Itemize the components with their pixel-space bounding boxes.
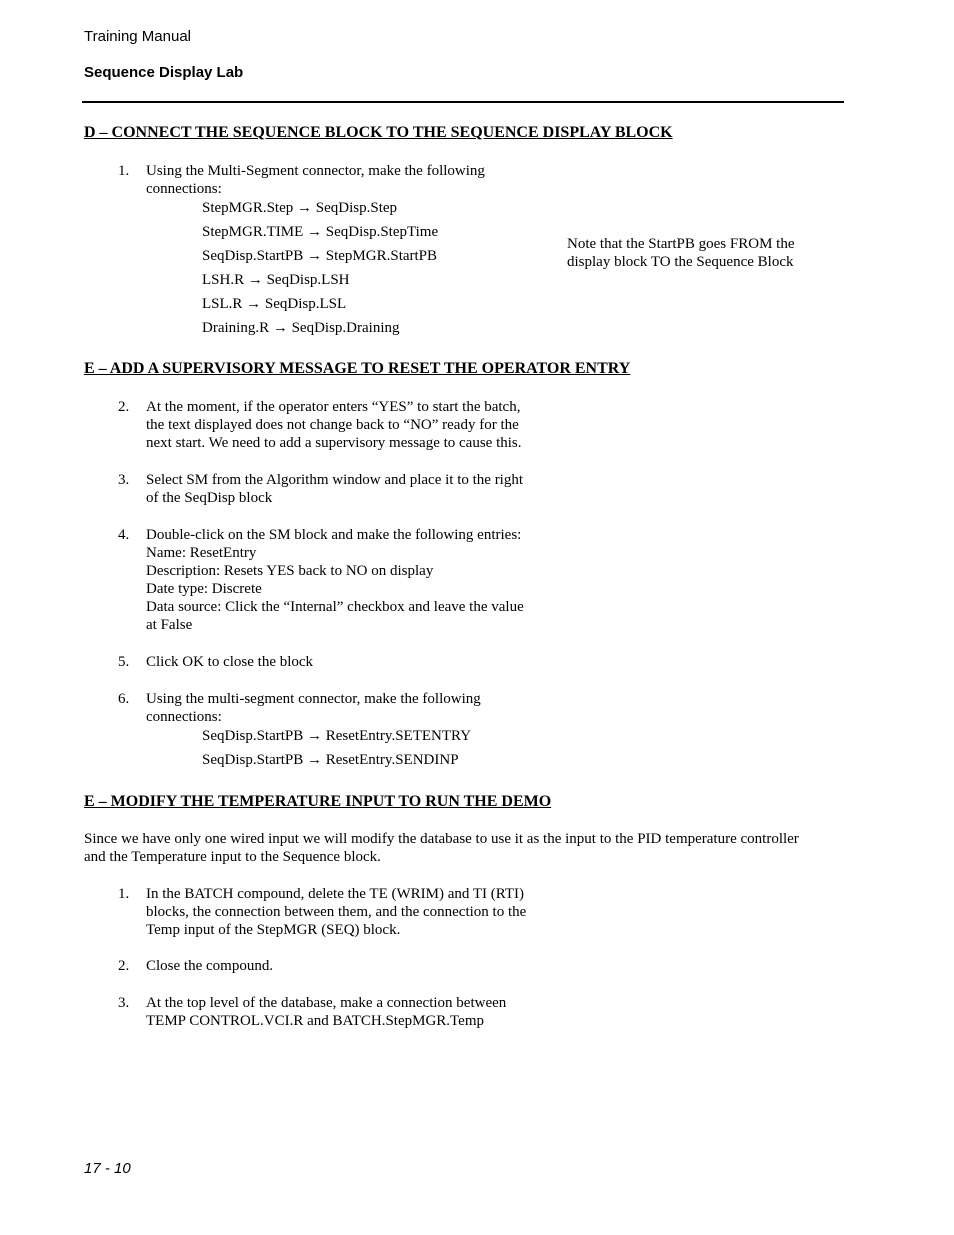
- step-line: Name: ResetEntry: [146, 545, 257, 561]
- step-number: 4.: [118, 527, 130, 543]
- step-line: blocks, the connection between them, and the connection to the: [146, 904, 527, 920]
- paragraph-line: and the Temperature input to the Sequence block.: [84, 849, 381, 865]
- step-text: [146, 471, 556, 507]
- step-line: Close the compound.: [146, 958, 274, 974]
- step-text: [146, 885, 556, 939]
- side-note: [567, 235, 817, 271]
- step-line: connections:: [146, 181, 222, 197]
- step-line: At the moment, if the operator enters “YES” to start the batch,: [146, 399, 521, 415]
- step-number: 5.: [118, 654, 130, 670]
- step-line: Using the Multi-Segment connector, make the following: [146, 163, 485, 179]
- document-title: Training Manual: [84, 28, 191, 45]
- step-line: the text displayed does not change back to “NO” ready for the: [146, 417, 519, 433]
- step-line: Description: Resets YES back to NO on display: [146, 563, 434, 579]
- step-line: TEMP CONTROL.VCI.R and BATCH.StepMGR.Temp: [146, 1013, 484, 1029]
- step-line: Date type: Discrete: [146, 581, 262, 597]
- step-number: 2.: [118, 399, 130, 415]
- page-number: 17 - 10: [84, 1160, 131, 1177]
- step-text: [146, 398, 556, 452]
- step-line: In the BATCH compound, delete the TE (WRIM) and TI (RTI): [146, 886, 525, 902]
- step-line: next start. We need to add a supervisory message to cause this.: [146, 435, 522, 451]
- step-line: Data source: Click the “Internal” checkbox and leave the value: [146, 599, 524, 615]
- connection-item: SeqDisp.StartPB → ResetEntry.SENDINP: [202, 752, 459, 768]
- connection-item: SeqDisp.StartPB → ResetEntry.SETENTRY: [202, 728, 472, 744]
- note-line: Note that the StartPB goes FROM the: [567, 236, 795, 252]
- connection-item: Draining.R → SeqDisp.Draining: [202, 320, 400, 336]
- step-number: 6.: [118, 691, 130, 707]
- step-line: of the SeqDisp block: [146, 490, 273, 506]
- step-line: Temp input of the StepMGR (SEQ) block.: [146, 922, 401, 938]
- intro-paragraph: [84, 830, 844, 866]
- step-text: [146, 162, 556, 198]
- step-line: Double-click on the SM block and make the following entries:: [146, 527, 522, 543]
- step-number: 1.: [118, 163, 130, 179]
- step-text: [146, 994, 556, 1030]
- step-line: Click OK to close the block: [146, 654, 314, 670]
- section-e-temperature-heading: E – MODIFY THE TEMPERATURE INPUT TO RUN THE DEMO: [84, 793, 552, 810]
- step-text: [146, 526, 556, 634]
- paragraph-line: Since we have only one wired input we will modify the database to use it as the input to the PID temperature controller: [84, 831, 799, 847]
- section-e-supervisory-heading: E – ADD A SUPERVISORY MESSAGE TO RESET THE OPERATOR ENTRY: [84, 360, 631, 377]
- step-number: 1.: [118, 886, 130, 902]
- connection-item: StepMGR.Step → SeqDisp.Step: [202, 200, 398, 216]
- step-line: at False: [146, 617, 193, 633]
- step-number: 2.: [118, 958, 130, 974]
- step-text: [146, 653, 556, 671]
- step-number: 3.: [118, 995, 130, 1011]
- connection-item: SeqDisp.StartPB → StepMGR.StartPB: [202, 248, 438, 264]
- step-line: Select SM from the Algorithm window and place it to the right: [146, 472, 524, 488]
- section-title: Sequence Display Lab: [84, 64, 244, 81]
- step-line: Using the multi-segment connector, make the following: [146, 691, 481, 707]
- connection-item: StepMGR.TIME → SeqDisp.StepTime: [202, 224, 439, 240]
- connection-item: LSL.R → SeqDisp.LSL: [202, 296, 347, 312]
- section-d-heading: D – CONNECT THE SEQUENCE BLOCK TO THE SEQUENCE DISPLAY BLOCK: [84, 124, 673, 141]
- note-line: display block TO the Sequence Block: [567, 254, 794, 270]
- step-text: [146, 957, 556, 975]
- header-rule: [82, 101, 844, 103]
- step-number: 3.: [118, 472, 130, 488]
- connection-item: LSH.R → SeqDisp.LSH: [202, 272, 350, 288]
- step-text: [146, 690, 556, 726]
- step-line: connections:: [146, 709, 222, 725]
- step-line: At the top level of the database, make a connection between: [146, 995, 507, 1011]
